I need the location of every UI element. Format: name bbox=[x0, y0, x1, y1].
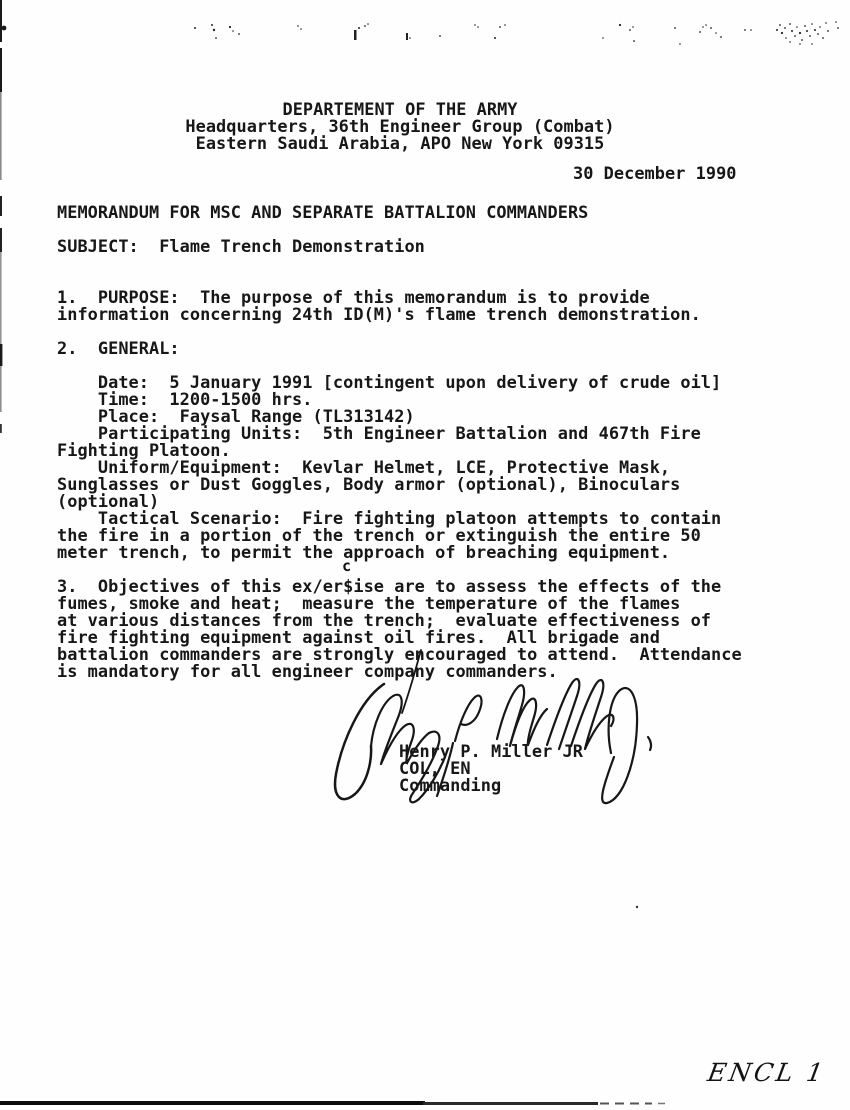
letterhead-line: Eastern Saudi Arabia, APO New York 09315 bbox=[195, 133, 605, 153]
body-line: at various distances from the trench; evaluate effectiveness of bbox=[57, 610, 712, 630]
body-line: is mandatory for all engineer company commanders. bbox=[57, 661, 558, 681]
body-line: (optional) bbox=[57, 491, 160, 511]
body-line: Sunglasses or Dust Goggles, Body armor (optional), Binoculars bbox=[57, 474, 681, 494]
letterhead bbox=[0, 101, 800, 152]
memo-body bbox=[57, 204, 742, 680]
body-line: Uniform/Equipment: Kevlar Helmet, LCE, Protective Mask, bbox=[57, 457, 671, 477]
body-line: Time: 1200-1500 hrs. bbox=[57, 389, 313, 409]
body-line: Date: 5 January 1991 [contingent upon delivery of crude oil] bbox=[57, 372, 722, 392]
body-line: fire fighting equipment against oil fires. All brigade and bbox=[57, 627, 660, 647]
signature-block bbox=[399, 743, 583, 794]
enclosure-note: ENCL 1 bbox=[705, 1058, 829, 1087]
body-line: battalion commanders are strongly encouraged to attend. Attendance bbox=[57, 644, 742, 664]
page-edge-left bbox=[0, 0, 6, 433]
body-line: MEMORANDUM FOR MSC AND SEPARATE BATTALION COMMANDERS bbox=[57, 202, 589, 222]
body-line: SUBJECT: Flame Trench Demonstration bbox=[57, 236, 425, 256]
date-line: 30 December 1990 bbox=[573, 163, 737, 183]
body-line: Fighting Platoon. bbox=[57, 440, 231, 460]
body-line: Tactical Scenario: Fire fighting platoon attempts to contain bbox=[57, 508, 722, 528]
body-line: meter trench, to permit the approach of breaching equipment. bbox=[57, 542, 671, 562]
body-line: 1. PURPOSE: The purpose of this memorandum is to provide bbox=[57, 287, 650, 307]
signature-typed-name: Henry P. Miller JR bbox=[399, 741, 583, 761]
body-line: 2. GENERAL: bbox=[57, 338, 180, 358]
body-line bbox=[57, 255, 742, 272]
body-line: 3. Objectives of this ex/er$ise are to assess the effects of the bbox=[57, 576, 722, 596]
letterhead-line: Headquarters, 36th Engineer Group (Combat) bbox=[185, 116, 615, 136]
body-line: the fire in a portion of the trench or extinguish the entire 50 bbox=[57, 525, 701, 545]
body-line: Participating Units: 5th Engineer Battalion and 467th Fire bbox=[57, 423, 701, 443]
signature-title: Commanding bbox=[399, 775, 502, 795]
signature-rank: COL, EN bbox=[399, 758, 471, 778]
body-line: information concerning 24th ID(M)'s flame trench demonstration. bbox=[57, 304, 701, 324]
page-edge-bottom bbox=[0, 1101, 665, 1105]
handwritten-correction: c bbox=[341, 556, 352, 576]
letterhead-line: DEPARTEMENT OF THE ARMY bbox=[282, 99, 518, 119]
body-line: Place: Faysal Range (TL313142) bbox=[57, 406, 415, 426]
body-line: fumes, smoke and heat; measure the temperature of the flames bbox=[57, 593, 681, 613]
